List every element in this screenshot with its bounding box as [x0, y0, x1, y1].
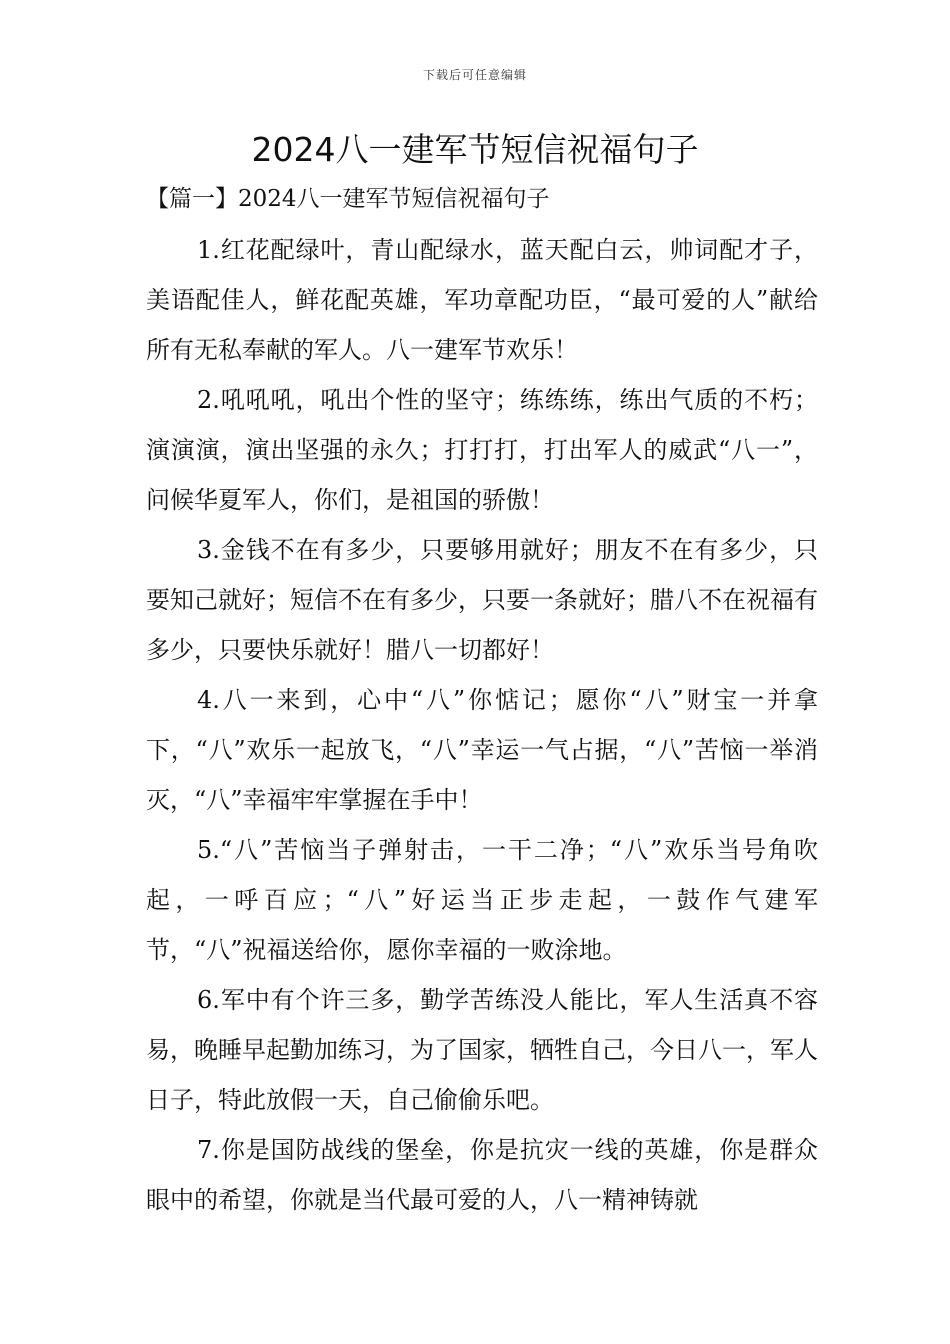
- paragraph-2: 2.吼吼吼，吼出个性的坚守；练练练，练出气质的不朽；演演演，演出坚强的永久；打打打，打出军人的威武“八一”，问候华夏军人，你们，是祖国的骄傲！: [146, 386, 818, 514]
- paragraph-7: 7.你是国防战线的堡垒，你是抗灾一线的英雄，你是群众眼中的希望，你就是当代最可爱的人，八一精神铸就: [146, 1136, 818, 1214]
- document-title: 2024八一建军节短信祝福句子: [251, 130, 699, 169]
- paragraph-3: 3.金钱不在有多少，只要够用就好；朋友不在有多少，只要知己就好；短信不在有多少，只要一条就好；腊八不在祝福有多少，只要快乐就好！腊八一切都好！: [146, 536, 818, 664]
- body-text: [146, 225, 818, 1225]
- paragraph-4: 4.八一来到，心中“八”你惦记；愿你“八”财宝一并拿下，“八”欢乐一起放飞，“八”幸运一气占据，“八”苦恼一举消灭，“八”幸福牢牢掌握在手中！: [146, 686, 818, 814]
- header-note: 下载后可任意编辑: [422, 68, 527, 82]
- section-heading: 【篇一】2024八一建军节短信祝福句子: [146, 186, 550, 212]
- paragraph-5: 5.“八”苦恼当子弹射击，一干二净；“八”欢乐当号角吹起，一呼百应；“八”好运当正步走起，一鼓作气建军节，“八”祝福送给你，愿你幸福的一败涂地。: [146, 836, 818, 964]
- paragraph-6: 6.军中有个许三多，勤学苦练没人能比，军人生活真不容易，晚睡早起勤加练习，为了国家，牺牲自己，今日八一，军人日子，特此放假一天，自己偷偷乐吧。: [146, 986, 818, 1114]
- paragraph-1: 1.红花配绿叶，青山配绿水，蓝天配白云，帅词配才子，美语配佳人，鲜花配英雄，军功章配功臣，“最可爱的人”献给所有无私奉献的军人。八一建军节欢乐！: [146, 236, 818, 364]
